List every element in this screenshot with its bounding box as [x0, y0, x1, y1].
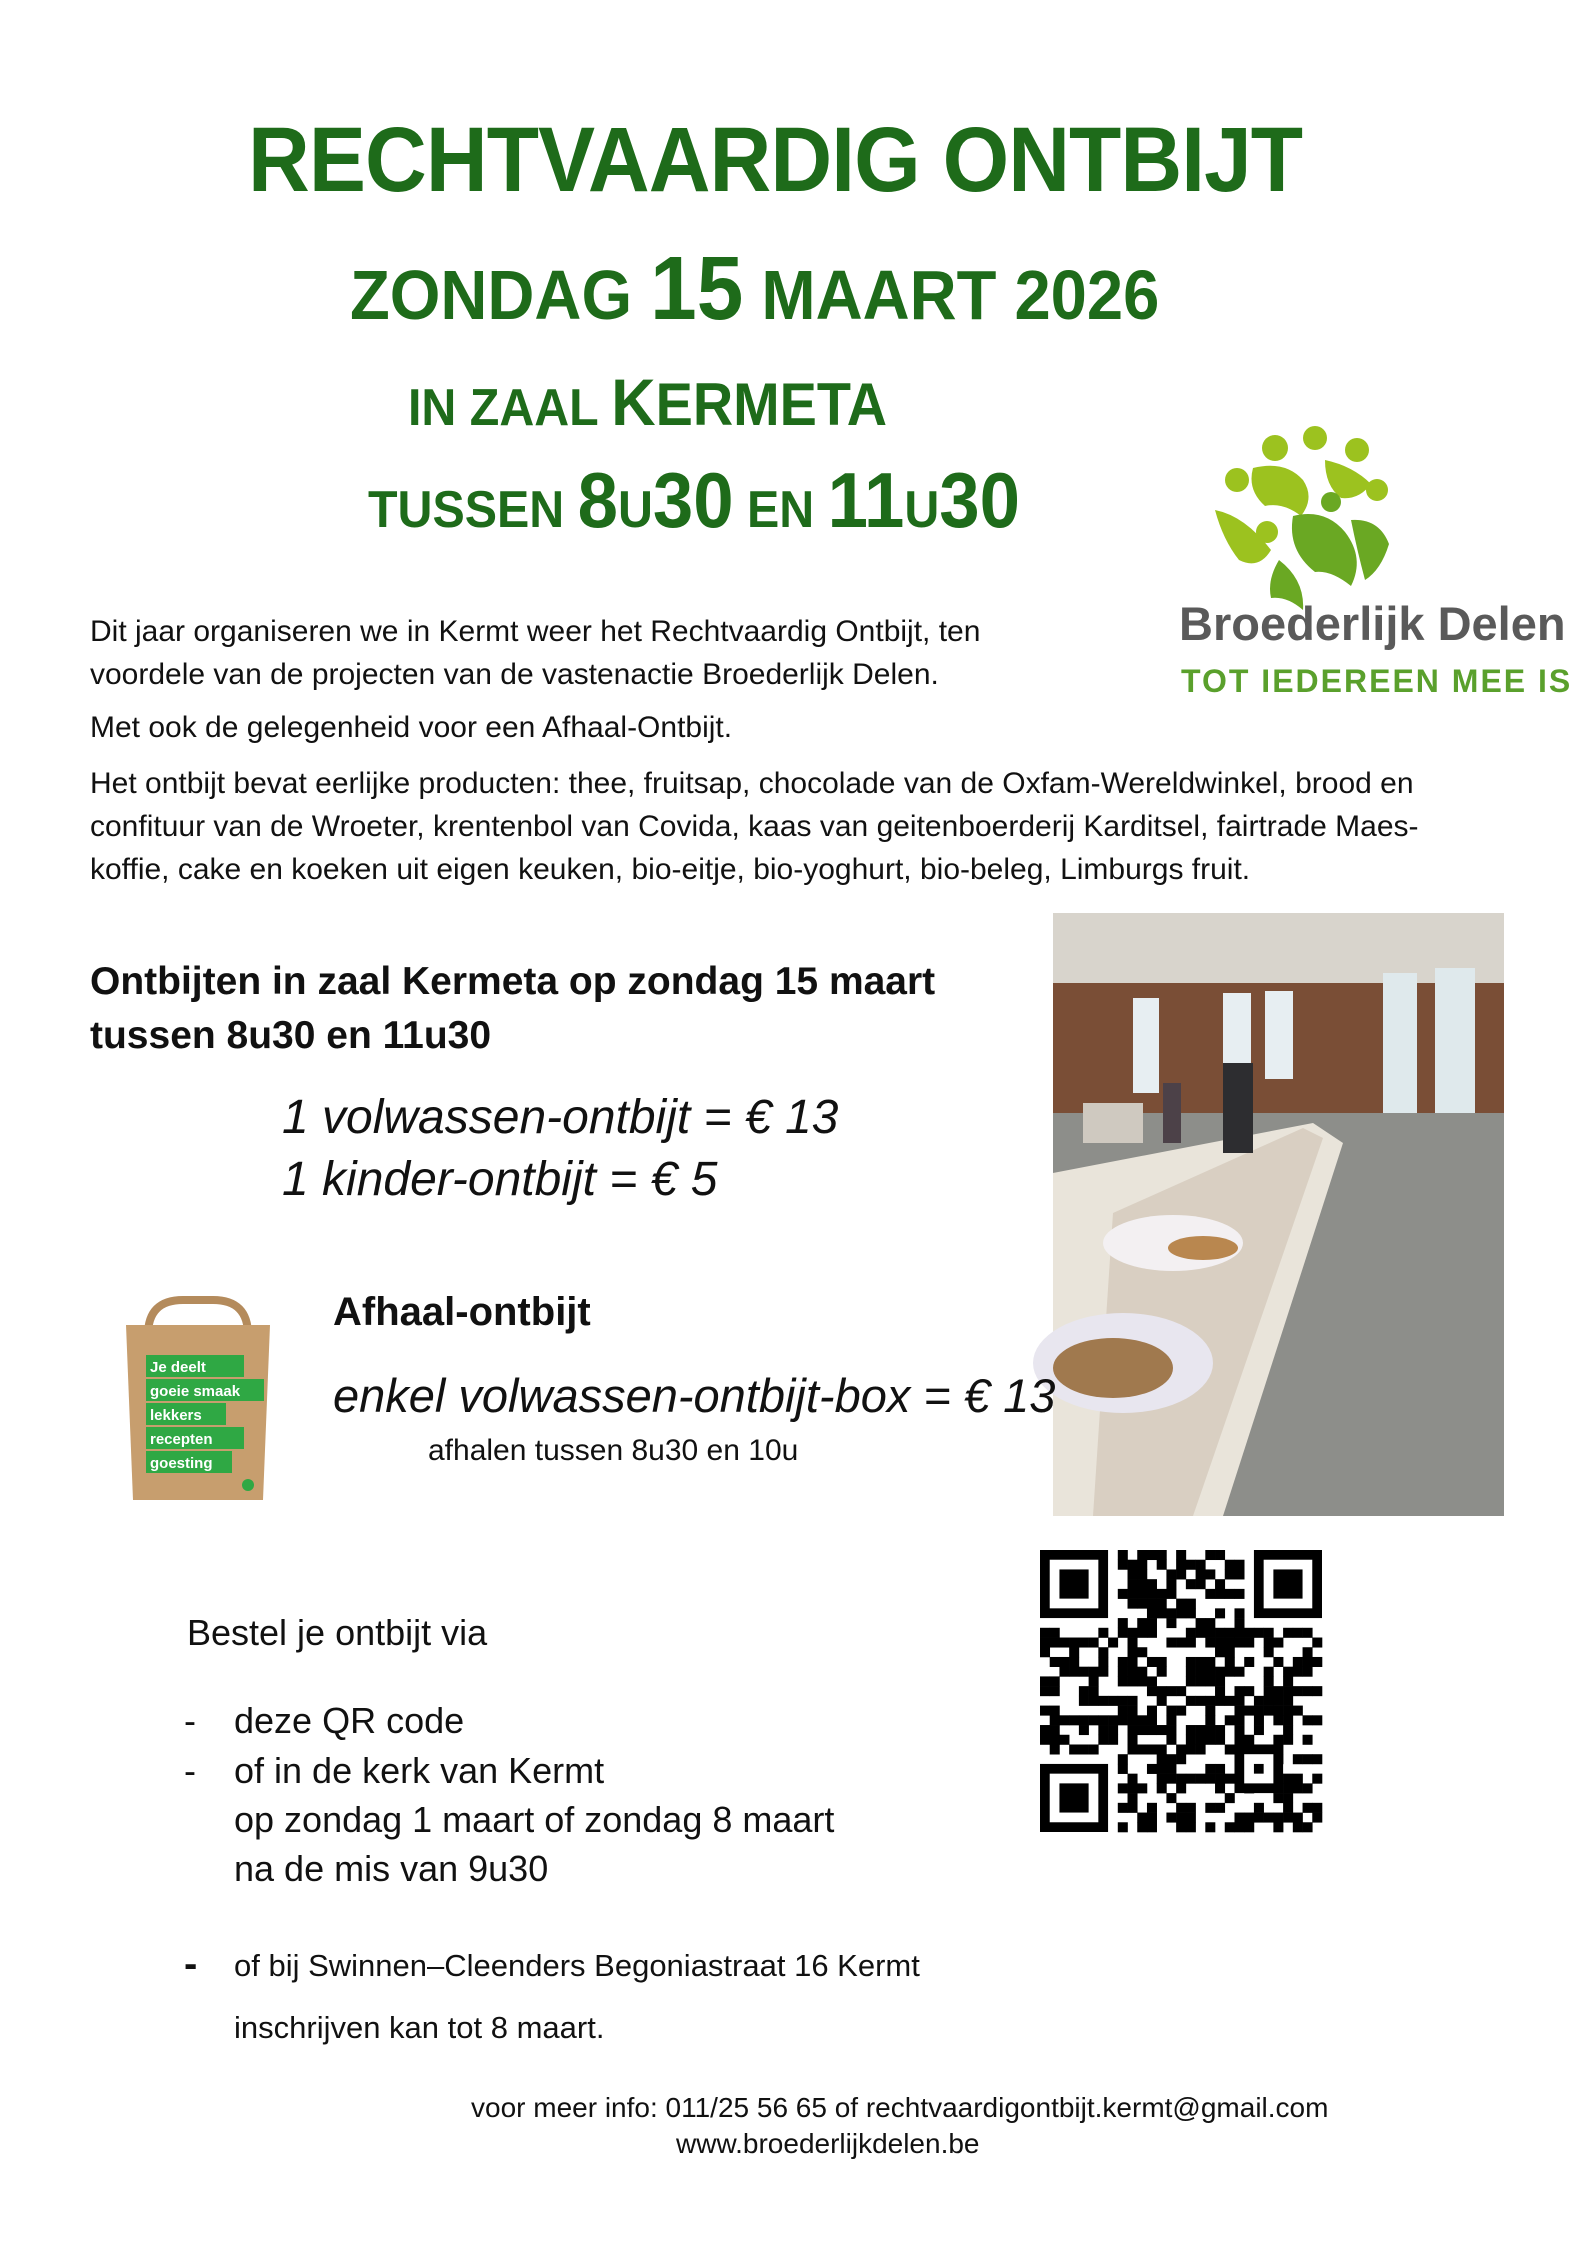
products-line: koffie, cake en koeken uit eigen keuken, bio-eitje, bio-yoghurt, bio-beleg, Limburgs fruit. — [90, 853, 1251, 886]
bag-text: lekkers — [150, 1407, 202, 1424]
qr-code-icon[interactable] — [1040, 1550, 1322, 1832]
order-option-qr: deze QR code — [234, 1700, 465, 1741]
intro-line: Dit jaar organiseren we in Kermt weer het Rechtvaardig Ontbijt, ten — [90, 615, 981, 648]
order-option-church: na de mis van 9u30 — [234, 1848, 549, 1889]
bag-text: goesting — [150, 1455, 213, 1472]
date-line-part: MAART 2026 — [743, 256, 1160, 334]
dine-in-heading: tussen 8u30 en 11u30 — [90, 1014, 492, 1057]
adult-price: 1 volwassen-ontbijt = € 13 — [282, 1091, 839, 1144]
footer-website[interactable]: www.broederlijkdelen.be — [676, 2128, 980, 2159]
time-part: 30 — [939, 456, 1020, 544]
logo-name: Broederlijk Delen — [1179, 597, 1566, 650]
broederlijk-delen-logo — [1175, 420, 1573, 710]
bag-text: recepten — [150, 1431, 213, 1448]
date-line — [350, 238, 1159, 341]
bullet-dash: - — [184, 1700, 196, 1741]
breakfast-hall-photo — [1053, 913, 1504, 1516]
products-line: Het ontbijt bevat eerlijke producten: thee, fruitsap, chocolade van de Oxfam-Wereldwinkel, brood en — [90, 767, 1414, 800]
products-line: confituur van de Wroeter, krentenbol van Covida, kaas van geitenboerderij Karditsel, fairtrade Maes- — [90, 810, 1419, 843]
intro-line: voordele van de projecten van de vastenactie Broederlijk Delen. — [90, 658, 939, 691]
logo-figures-icon — [1175, 420, 1573, 710]
qr-code[interactable] — [1040, 1550, 1322, 1832]
title: RECHTVAARDIG ONTBIJT — [248, 109, 1303, 211]
takeaway-note: afhalen tussen 8u30 en 10u — [428, 1434, 799, 1467]
time-part: TUSSEN — [368, 481, 578, 539]
order-option-church: of in de kerk van Kermt — [234, 1750, 605, 1791]
date-day: 15 — [650, 239, 744, 339]
intro-line: Met ook de gelegenheid voor een Afhaal-Ontbijt. — [90, 711, 733, 744]
takeaway-heading: Afhaal-ontbijt — [333, 1290, 591, 1334]
child-price: 1 kinder-ontbijt = € 5 — [282, 1153, 718, 1206]
bag-text: Je deelt — [150, 1359, 206, 1376]
time-part: 11 — [827, 456, 905, 544]
bullet-dash: - — [184, 1750, 196, 1791]
order-option-church: op zondag 1 maart of zondag 8 maart — [234, 1799, 835, 1840]
order-option-address: of bij Swinnen–Cleenders Begoniastraat 16 Kermt — [234, 1948, 920, 1983]
date-line-part: ZONDAG — [350, 256, 651, 334]
footer-info: voor meer info: 011/25 56 65 of rechtvaardigontbijt.kermt@gmail.com — [471, 2092, 1329, 2123]
logo-tagline: TOT IEDEREEN MEE IS — [1181, 663, 1573, 699]
order-intro: Bestel je ontbijt via — [187, 1612, 488, 1653]
venue-initial: K — [611, 365, 656, 439]
time-line — [368, 455, 1020, 546]
venue-line — [408, 364, 887, 440]
bullet-dash: - — [184, 1942, 198, 1986]
time-part: U — [904, 481, 940, 539]
bag-text: goeie smaak — [150, 1383, 241, 1400]
takeaway-bag-image — [88, 1295, 308, 1515]
dine-in-heading: Ontbijten in zaal Kermeta op zondag 15 maart — [90, 960, 936, 1003]
order-deadline: inschrijven kan tot 8 maart. — [234, 2010, 605, 2045]
time-part: U — [617, 481, 653, 539]
time-part: 8 — [577, 456, 618, 544]
venue-rest: ERMETA — [655, 371, 888, 438]
takeaway-price: enkel volwassen-ontbijt-box = € 13 — [333, 1369, 1056, 1422]
venue-prefix: IN ZAAL — [408, 379, 612, 437]
time-part: 30 — [652, 456, 734, 544]
time-part: EN — [733, 481, 828, 539]
